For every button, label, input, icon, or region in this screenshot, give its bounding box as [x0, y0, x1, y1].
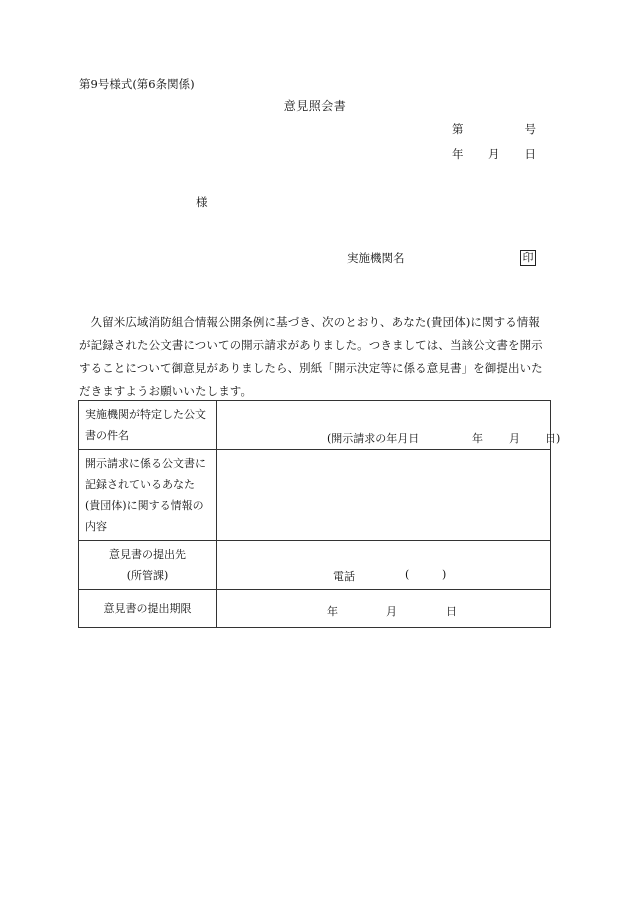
label-submission-deadline: 意見書の提出期限 — [79, 590, 217, 628]
document-title: 意見照会書 — [283, 99, 347, 113]
doc-no-suffix: 号 — [524, 122, 536, 136]
value-submission-deadline — [217, 590, 551, 628]
value-submission-destination — [217, 541, 551, 590]
label-information-content: 開示請求に係る公文書に記録されているあなた(貴団体)に関する情報の内容 — [79, 450, 217, 541]
inquiry-table — [78, 400, 561, 628]
request-date-prefix: (開示請求の年月日 — [327, 432, 420, 445]
table-row-subject — [79, 401, 551, 450]
value-document-subject — [217, 401, 561, 450]
seal-mark: 印 — [520, 250, 536, 266]
deadline-day: 日 — [446, 605, 457, 618]
label-destination-line2: (所管課) — [126, 569, 169, 582]
table-row-content — [79, 450, 551, 541]
deadline-year: 年 — [327, 605, 338, 618]
label-submission-destination — [79, 541, 217, 590]
telephone-open-paren: ( — [405, 567, 410, 581]
request-date-year: 年 — [472, 432, 483, 445]
telephone-label: 電話 — [333, 569, 355, 583]
doc-no-prefix: 第 — [452, 122, 464, 136]
value-information-content — [217, 450, 551, 541]
body-paragraph: 久留米広域消防組合情報公開条例に基づき、次のとおり、あなた(貴団体)に関する情報が記録された公文書についての開示請求がありました。つきましては、当該公文書を開示することについて御意見がありましたら、別紙「開示決定等に係る意見書」を御提出いただきますようお願いいたします。 — [79, 315, 543, 398]
issue-date-day: 日 — [524, 147, 536, 161]
issue-date-month: 月 — [488, 147, 500, 161]
request-date-day: 日) — [545, 432, 561, 445]
issue-date-year: 年 — [452, 147, 464, 161]
deadline-month: 月 — [386, 605, 397, 618]
table-row-deadline — [79, 590, 551, 628]
telephone-close-paren: ) — [442, 567, 447, 581]
addressee-suffix: 様 — [196, 195, 208, 209]
organization-label: 実施機関名 — [347, 251, 405, 265]
label-destination-line1: 意見書の提出先 — [109, 548, 186, 561]
table-row-destination — [79, 541, 551, 590]
request-date-month: 月 — [509, 432, 520, 445]
label-document-subject: 実施機関が特定した公文書の件名 — [79, 401, 217, 450]
form-number: 第9号様式(第6条関係) — [79, 77, 195, 91]
